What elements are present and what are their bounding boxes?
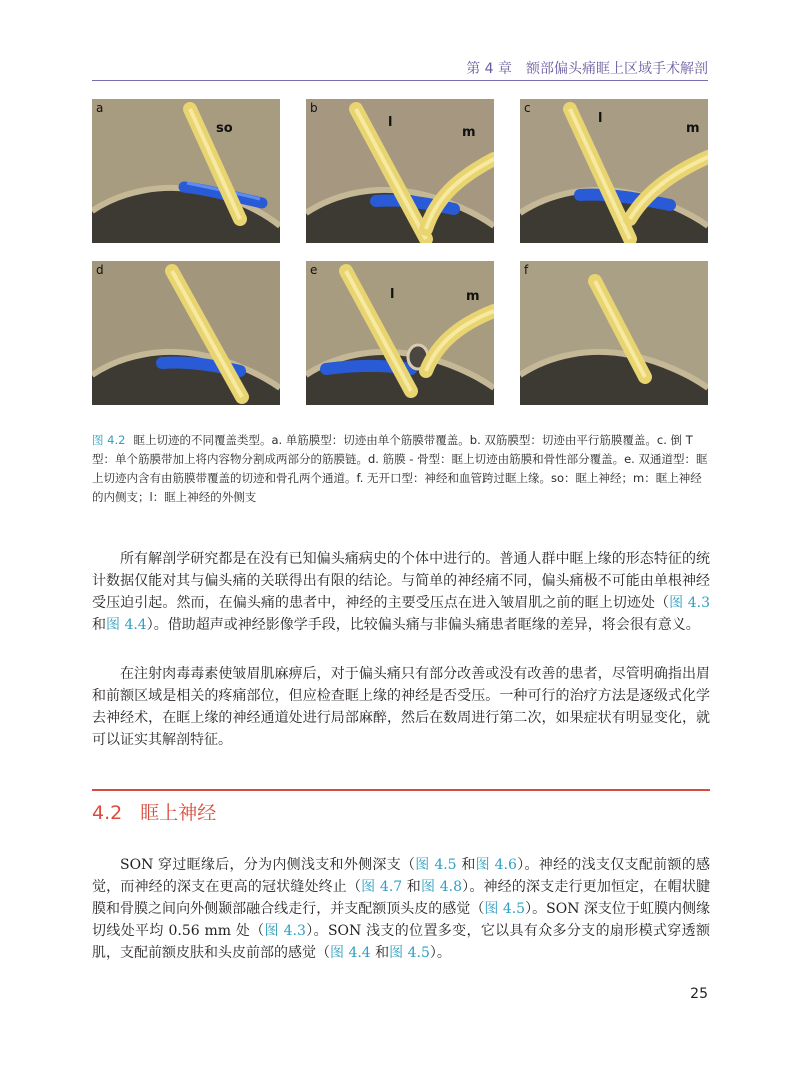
figure-caption-text: 眶上切迹的不同覆盖类型。a. 单筋膜型：切迹由单个筋膜带覆盖。b. 双筋膜型：切迹由平行筋膜覆盖。c. 倒 T 型：单个筋膜带加上将内容物分割成两部分的筋膜链。d. 筋膜 - 骨型：眶上切迹由筋膜和骨性部分覆盖。e. 双通道型：眶上切迹内含有由筋膜带覆盖的切迹和骨孔两个通道。f. 无开口型：神经和血管跨过眶上缘。so：眶上神经；m：眶上神经的内侧支；l：眶上神经的外侧支: [92, 433, 708, 504]
panel-f-letter: f: [524, 263, 529, 277]
panel-e-label-m: m: [466, 289, 480, 304]
header-rule: [92, 80, 708, 81]
para3-text: SON 穿过眶缘后，分为内侧浅支和外侧深支（: [120, 857, 416, 873]
running-header: 第 4 章 额部偏头痛眶上区域手术解剖: [466, 61, 708, 77]
para3-text: 和: [370, 945, 390, 961]
panel-a-label-so: so: [216, 121, 233, 136]
panel-e-illustration: [306, 261, 494, 405]
figure-panel-c: [520, 99, 708, 243]
para1-text-1: 所有解剖学研究都是在没有已知偏头痛病史的个体中进行的。普通人群中眶上缘的形态特征的统计数据仅能对其与偏头痛的关联得出有限的结论。与简单的神经痛不同，偏头痛极不可能由单根神经受压迫引起。然而，在偏头痛的患者中，神经的主要受压点在进入皱眉肌之前的眶上切迹处（: [92, 551, 710, 611]
figure-ref-link[interactable]: 图 4.5: [389, 945, 430, 961]
para1-text-3: ）。借助超声或神经影像学手段，比较偏头痛与非偏头痛患者眶缘的差异，将会很有意义。: [146, 617, 700, 633]
figure-ref-link[interactable]: 图 4.4: [330, 945, 371, 961]
figure-ref-link[interactable]: 图 4.5: [484, 901, 526, 917]
para3-text: ）。SON 深支位于虹膜内侧缘切线处平均 0.56 mm 处（: [92, 901, 711, 939]
figure-ref-link[interactable]: 图 4.3: [669, 595, 711, 611]
panel-c-letter: c: [524, 101, 531, 115]
panel-d-illustration: [92, 261, 280, 405]
body-paragraph-2: 在注射肉毒毒素使皱眉肌麻痹后，对于偏头痛只有部分改善或没有改善的患者，尽管明确指出眉和前额区域是相关的疼痛部位，但应检查眶上缘的神经是否受压。一种可行的治疗方法是逐级式化学去神经术，在眶上缘的神经通道处进行局部麻醉，然后在数周进行第二次，如果症状有明显变化，就可以证实其解剖特征。: [92, 666, 710, 748]
figure-panel-a: [92, 99, 280, 243]
panel-e-label-l: l: [390, 287, 395, 302]
figure-ref-link[interactable]: 图 4.6: [475, 857, 517, 873]
section-title-text: 眶上神经: [140, 802, 217, 824]
figure-ref-link[interactable]: 图 4.7: [361, 879, 403, 895]
para3-text: ）。: [429, 945, 451, 961]
figure-ref-link[interactable]: 图 4.8: [420, 879, 463, 895]
figure-ref-link[interactable]: 图 4.3: [264, 923, 306, 939]
figure-panel-e: [306, 261, 494, 405]
para3-text: ）。神经的浅支仅支配前额的感觉，而神经的深支在更高的冠状缝处终止（: [92, 857, 710, 895]
body-paragraph-3: [92, 854, 710, 964]
figure-panel-b: [306, 99, 494, 243]
panel-a-letter: a: [96, 101, 104, 115]
panel-f-illustration: [520, 261, 708, 405]
para3-text: ）。SON 浅支的位置多变，它以具有众多分支的扇形模式穿透额肌，支配前额皮肤和头皮前部的感觉（: [92, 923, 710, 961]
panel-a-illustration: [92, 99, 280, 243]
figure-panel-f: [520, 261, 708, 405]
para3-text: 和: [402, 879, 421, 895]
section-rule: [92, 789, 710, 791]
panel-c-label-m: m: [686, 121, 700, 136]
section-heading: [92, 798, 216, 825]
panel-b-label-m: m: [462, 125, 476, 140]
figure-ref-link[interactable]: 图 4.5: [415, 857, 457, 873]
panel-c-label-l: l: [598, 111, 603, 126]
figure-ref-link[interactable]: 图 4.4: [106, 617, 147, 633]
panel-e-letter: e: [310, 263, 318, 277]
figure-4-2-panels: [92, 99, 709, 411]
para3-text: 和: [456, 857, 476, 873]
panel-b-illustration: [306, 99, 494, 243]
figure-caption: [92, 431, 712, 507]
figure-panel-d: [92, 261, 280, 405]
body-paragraph-1: [92, 548, 710, 636]
panel-b-letter: b: [310, 101, 318, 115]
section-number: 4.2: [92, 802, 123, 824]
page-number: 25: [690, 986, 708, 1002]
panel-c-illustration: [520, 99, 708, 243]
panel-d-letter: d: [96, 263, 104, 277]
para3-text: ）。神经的深支走行更加恒定，在帽状腱膜和骨膜之间向外侧颞部融合线走行，并支配额顶头皮的感觉（: [92, 879, 710, 917]
figure-caption-number: 图 4.2: [92, 433, 126, 447]
panel-b-label-l: l: [388, 115, 393, 130]
para1-text-2: 和: [92, 617, 106, 633]
